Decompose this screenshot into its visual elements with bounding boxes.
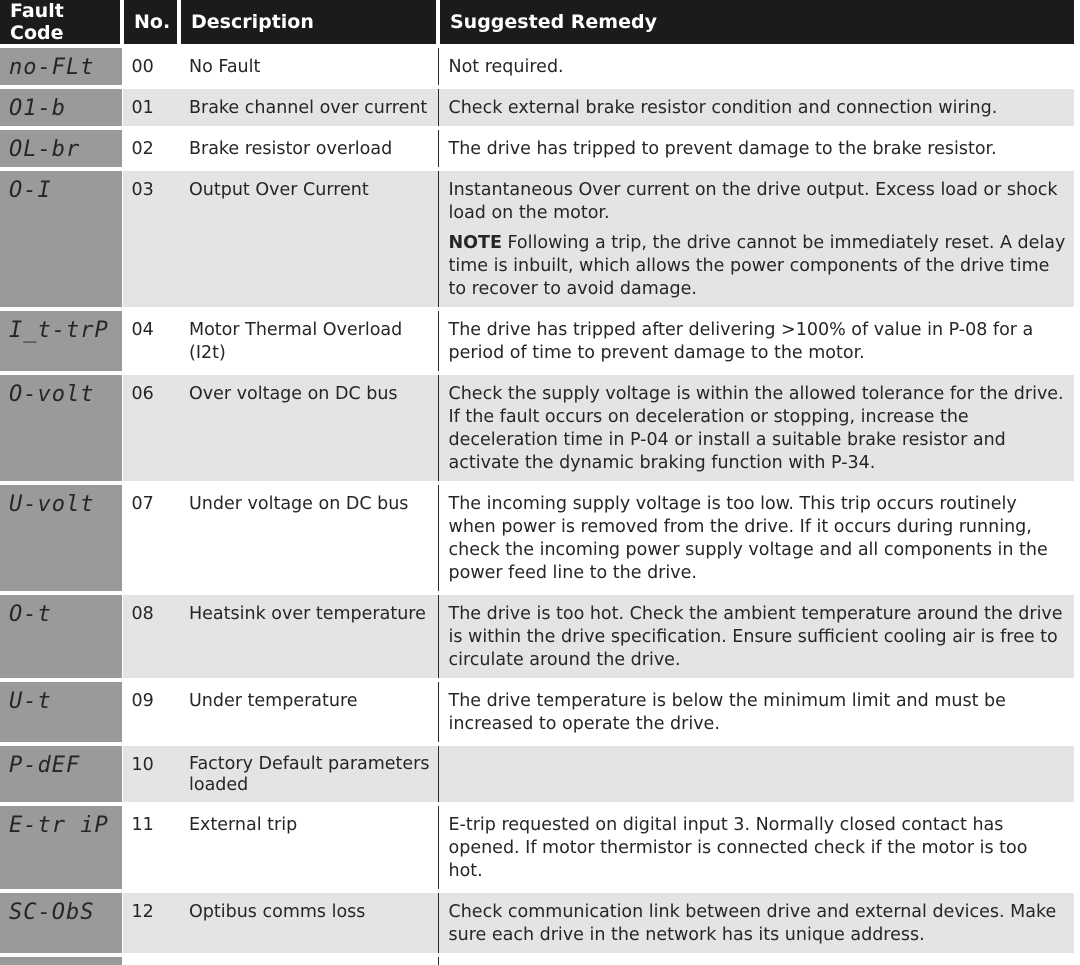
fault-remedy: The incoming supply voltage is too low. This trip occurs routinely when power is removed from the drive. If it occurs during running, check the incoming power supply voltage and all components in the power feed line to the drive. — [438, 483, 1074, 593]
fault-remedy: E-trip requested on digital input 3. Normally closed contact has opened. If motor thermistor is connected check if the motor is too hot. — [438, 804, 1074, 891]
fault-remedy: Check the supply voltage is within the allowed tolerance for the drive. If the fault occurs on deceleration or stopping, increase the deceleration time in P-04 or install a suitable brake resistor and activate the dynamic braking function with P-34. — [438, 373, 1074, 483]
fault-remedy: The drive has tripped after delivering >100% of value in P-08 for a period of time to prevent damage to the motor. — [438, 309, 1074, 373]
fault-description: Optibus comms loss — [179, 891, 438, 955]
fault-code-display — [0, 309, 122, 373]
fault-code-text: O1-b — [9, 96, 66, 121]
fault-description: Output Over Current — [179, 169, 438, 309]
table-row — [0, 373, 1074, 483]
fault-description: Motor Thermal Overload (I2t) — [179, 309, 438, 373]
fault-number: 06 — [122, 373, 179, 483]
note-label: NOTE — [448, 233, 502, 253]
table-row — [0, 309, 1074, 373]
table-row — [0, 744, 1074, 804]
fault-number: 12 — [122, 891, 179, 955]
fault-description: No Fault — [179, 46, 438, 87]
fault-description: Brake channel over current — [179, 87, 438, 128]
fault-code-display — [0, 891, 122, 955]
fault-description: Over voltage on DC bus — [179, 373, 438, 483]
table-row — [0, 87, 1074, 128]
fault-number: 07 — [122, 483, 179, 593]
fault-code-text: O-t — [9, 602, 52, 627]
fault-description: Under voltage on DC bus — [179, 483, 438, 593]
fault-code-display — [0, 955, 122, 965]
table-header-row — [0, 0, 1074, 46]
table-row-partial — [0, 955, 1074, 965]
header-fault-code: Fault Code — [0, 0, 122, 46]
fault-code-text: OL-br — [9, 137, 81, 162]
fault-number: 08 — [122, 593, 179, 680]
fault-number: 11 — [122, 804, 179, 891]
fault-code-display — [0, 804, 122, 891]
table-row — [0, 128, 1074, 169]
fault-description: Factory Default parameters loaded — [179, 744, 438, 804]
table-row — [0, 891, 1074, 955]
fault-code-text: no-FLt — [9, 55, 95, 80]
fault-description: External trip — [179, 804, 438, 891]
fault-code-text: U-t — [9, 689, 52, 714]
fault-remedy-cell — [438, 169, 1074, 309]
fault-remedy: Check communication link between drive and external devices. Make sure each drive in the network has its unique address. — [438, 891, 1074, 955]
fault-number: 01 — [122, 87, 179, 128]
fault-description-empty — [179, 955, 438, 965]
note-text: Following a trip, the drive cannot be immediately reset. A delay time is inbuilt, which allows the power components of the drive time to recover to avoid damage. — [448, 233, 1066, 299]
fault-number: 03 — [122, 169, 179, 309]
fault-remedy: Not required. — [438, 46, 1074, 87]
fault-remedy — [438, 744, 1074, 804]
fault-code-display — [0, 87, 122, 128]
header-no: No. — [122, 0, 179, 46]
header-remedy: Suggested Remedy — [438, 0, 1074, 46]
fault-number: 00 — [122, 46, 179, 87]
fault-code-text: U-volt — [9, 492, 95, 517]
fault-code-display — [0, 169, 122, 309]
fault-remedy-empty — [438, 955, 1074, 965]
fault-number: 02 — [122, 128, 179, 169]
fault-number: 09 — [122, 680, 179, 744]
fault-code-display — [0, 373, 122, 483]
fault-remedy: The drive has tripped to prevent damage to the brake resistor. — [438, 128, 1074, 169]
fault-number: 04 — [122, 309, 179, 373]
table-row — [0, 804, 1074, 891]
fault-code-display — [0, 483, 122, 593]
fault-code-text: O-I — [9, 178, 52, 203]
table-row — [0, 483, 1074, 593]
note-paragraph — [449, 232, 1067, 301]
fault-number: 10 — [122, 744, 179, 804]
fault-code-display — [0, 593, 122, 680]
table-row — [0, 680, 1074, 744]
fault-code-display — [0, 46, 122, 87]
fault-remedy: Instantaneous Over current on the drive output. Excess load or shock load on the motor. — [448, 180, 1058, 223]
fault-code-text: I_t-trP — [9, 318, 109, 343]
table-row — [0, 593, 1074, 680]
fault-code-text: P-dEF — [9, 753, 81, 778]
table-row — [0, 169, 1074, 309]
fault-description: Under temperature — [179, 680, 438, 744]
fault-description: Heatsink over temperature — [179, 593, 438, 680]
fault-code-text: E-tr iP — [9, 813, 109, 838]
fault-code-text: O-volt — [9, 382, 95, 407]
fault-remedy: Check external brake resistor condition and connection wiring. — [438, 87, 1074, 128]
fault-number-empty — [122, 955, 179, 965]
header-description: Description — [179, 0, 438, 46]
table-row — [0, 46, 1074, 87]
fault-code-display — [0, 680, 122, 744]
fault-code-text: SC-ObS — [9, 900, 95, 925]
fault-description: Brake resistor overload — [179, 128, 438, 169]
fault-remedy: The drive temperature is below the minimum limit and must be increased to operate the drive. — [438, 680, 1074, 744]
fault-code-display — [0, 128, 122, 169]
fault-code-display — [0, 744, 122, 804]
fault-remedy: The drive is too hot. Check the ambient temperature around the drive is within the drive specification. Ensure sufficient cooling air is free to circulate around the drive. — [438, 593, 1074, 680]
